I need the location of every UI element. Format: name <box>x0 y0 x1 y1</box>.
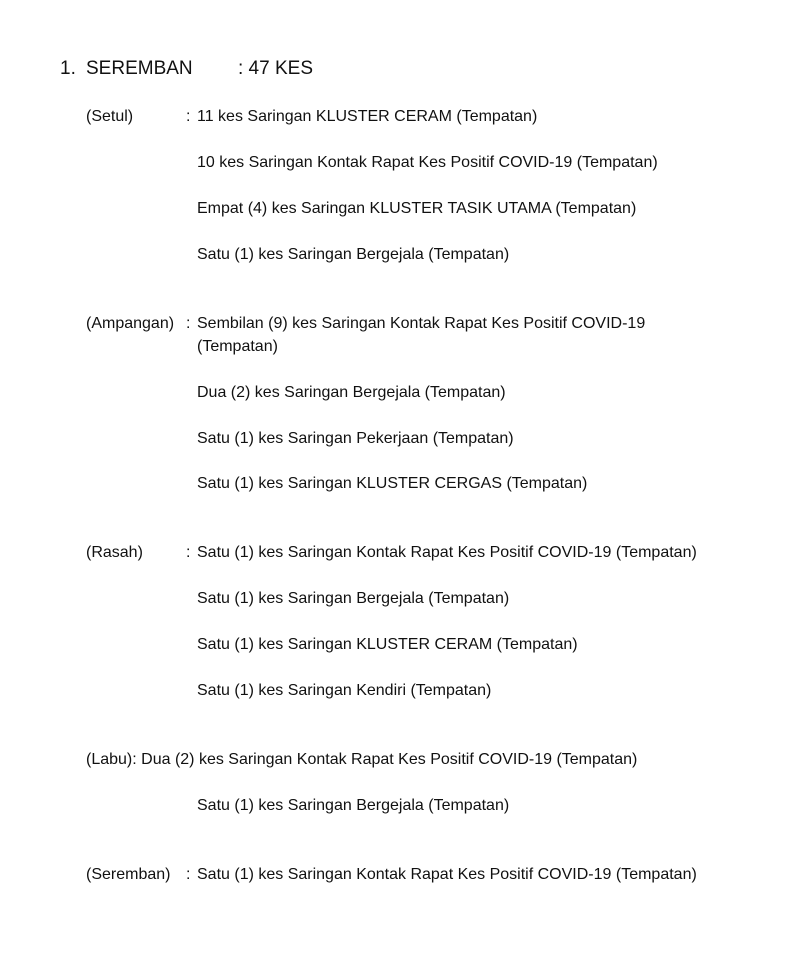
area-label: (Seremban) <box>86 866 171 883</box>
case-entry: Satu (1) kes Saringan KLUSTER CERGAS (Tempatan) <box>197 475 588 492</box>
area-label: (Rasah) <box>86 544 143 561</box>
case-entry: Satu (1) kes Saringan KLUSTER CERAM (Tempatan) <box>197 636 578 653</box>
area-label: (Ampangan) <box>86 315 175 332</box>
case-entry: Dua (2) kes Saringan Bergejala (Tempatan) <box>197 384 506 401</box>
district-name: SEREMBAN <box>86 58 193 79</box>
case-entry: Satu (1) kes Saringan Bergejala (Tempatan) <box>197 590 510 607</box>
case-entry: Empat (4) kes Saringan KLUSTER TASIK UTAMA (Tempatan) <box>197 200 637 217</box>
district-total: : 47 KES <box>238 58 313 79</box>
area-colon: : <box>186 108 191 125</box>
case-entry: Satu (1) kes Saringan Kontak Rapat Kes Positif COVID-19 (Tempatan) <box>197 544 697 561</box>
area-label-with-entry: (Labu): Dua (2) kes Saringan Kontak Rapat Kes Positif COVID-19 (Tempatan) <box>86 751 638 768</box>
case-entry: 10 kes Saringan Kontak Rapat Kes Positif COVID-19 (Tempatan) <box>197 154 658 171</box>
case-entry: 11 kes Saringan KLUSTER CERAM (Tempatan) <box>197 108 538 125</box>
area-colon: : <box>186 315 191 332</box>
area-colon: : <box>186 866 191 883</box>
area-label: (Setul) <box>86 108 134 125</box>
case-entry: Satu (1) kes Saringan Bergejala (Tempatan) <box>197 246 510 263</box>
heading-number: 1. <box>60 58 76 79</box>
case-entry: Satu (1) kes Saringan Kontak Rapat Kes Positif COVID-19 (Tempatan) <box>197 866 697 883</box>
case-entry: Satu (1) kes Saringan Pekerjaan (Tempatan) <box>197 430 514 447</box>
case-entry: Sembilan (9) kes Saringan Kontak Rapat Kes Positif COVID-19 <box>197 315 646 332</box>
area-colon: : <box>186 544 191 561</box>
case-entry: Satu (1) kes Saringan Bergejala (Tempatan) <box>197 797 510 814</box>
case-entry-continuation: (Tempatan) <box>197 338 278 355</box>
case-entry: Satu (1) kes Saringan Kendiri (Tempatan) <box>197 682 492 699</box>
